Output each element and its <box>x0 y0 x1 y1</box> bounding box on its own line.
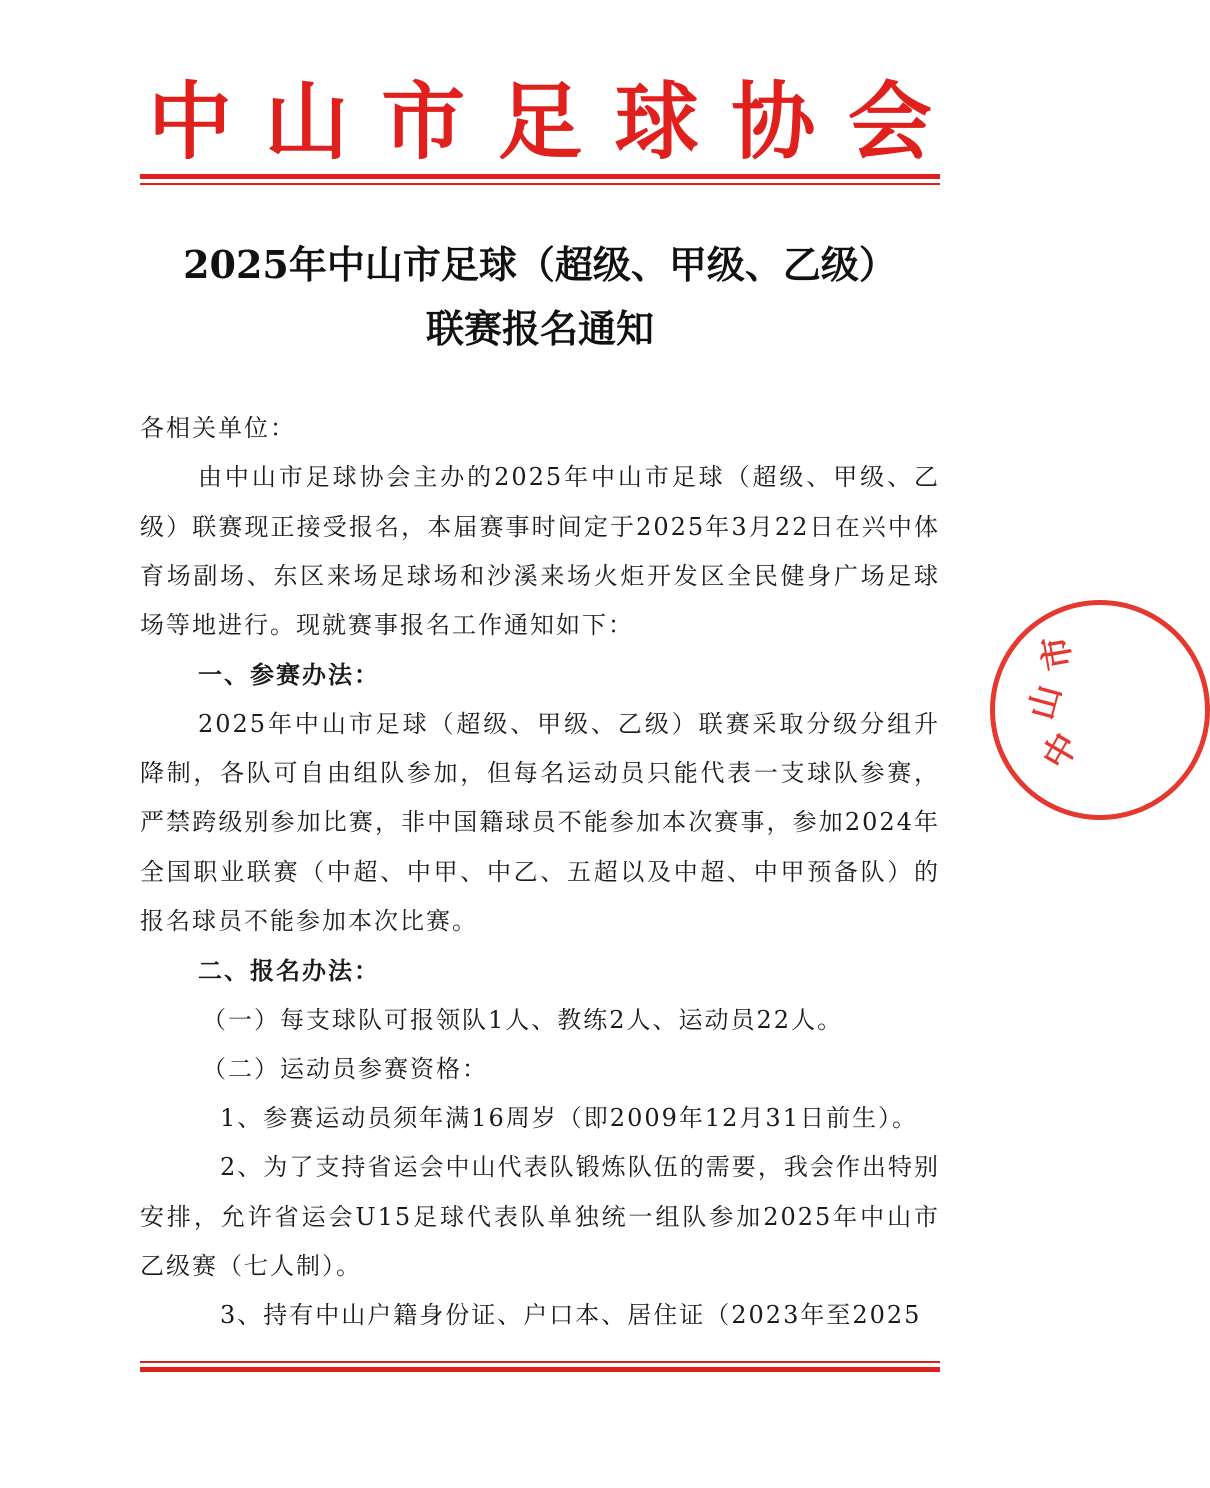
sub-item-3: 3、持有中山户籍身份证、户口本、居住证（2023年至2025 <box>220 1301 922 1330</box>
document-body <box>140 404 940 1341</box>
document-title-line2: 联赛报名通知 <box>425 306 654 351</box>
item-2: （二）运动员参赛资格： <box>202 1054 488 1083</box>
section1-paragraph: 2025年中山市足球（超级、甲级、乙级）联赛采取分级分组升降制，各队可自由组队参加，但每名运动员只能代表一支球队参赛，严禁跨级别参加比赛，非中国籍球员不能参加本次赛事，参加2024年全国职业联赛（中超、中甲、中乙、五超以及中超、中甲预备队）的报名球员不能参加本次比赛。 <box>140 709 940 935</box>
letterhead-char: 协 <box>731 73 816 171</box>
letterhead-char: 球 <box>614 73 699 171</box>
seal-char: 中 <box>1035 726 1087 776</box>
intro-paragraph: 由中山市足球协会主办的2025年中山市足球（超级、甲级、乙级）联赛现正接受报名，本届赛事时间定于2025年3月22日在兴中体育场副场、东区来场足球场和沙溪来场火炬开发区全民健身广场足球场等地进行。现就赛事报名工作通知如下： <box>140 463 940 640</box>
footer-divider-thick <box>140 1367 940 1372</box>
document-title-line1: 2025年中山市足球（超级、甲级、乙级） <box>183 242 897 287</box>
section2-heading: 二、报名办法： <box>198 956 380 986</box>
sub-item-2: 2、为了支持省运会中山代表队锻炼队伍的需要，我会作出特别安排，允许省运会U15足球代表队单独统一组队参加2025年中山市乙级赛（七人制）。 <box>140 1153 940 1281</box>
letterhead-char: 会 <box>847 73 932 171</box>
official-seal <box>990 600 1210 820</box>
sub-item-1: 1、参赛运动员须年满16周岁（即2009年12月31日前生）。 <box>220 1104 918 1133</box>
letterhead-char: 中 <box>147 73 232 171</box>
seal-char: 市 <box>1034 632 1081 674</box>
letterhead-org-name <box>140 72 940 172</box>
letterhead-divider-thick <box>140 174 940 179</box>
seal-char: 山 <box>1021 680 1070 725</box>
item-1: （一）每支球队可报领队1人、教练2人、运动员22人。 <box>202 1005 844 1034</box>
letterhead-char: 山 <box>264 73 349 171</box>
salutation: 各相关单位： <box>140 414 296 442</box>
letterhead-char: 市 <box>381 73 466 171</box>
letterhead-divider-thin <box>140 183 940 185</box>
footer-divider-thin <box>140 1361 940 1363</box>
letterhead-char: 足 <box>497 73 582 171</box>
section1-heading: 一、参赛办法： <box>198 660 380 690</box>
